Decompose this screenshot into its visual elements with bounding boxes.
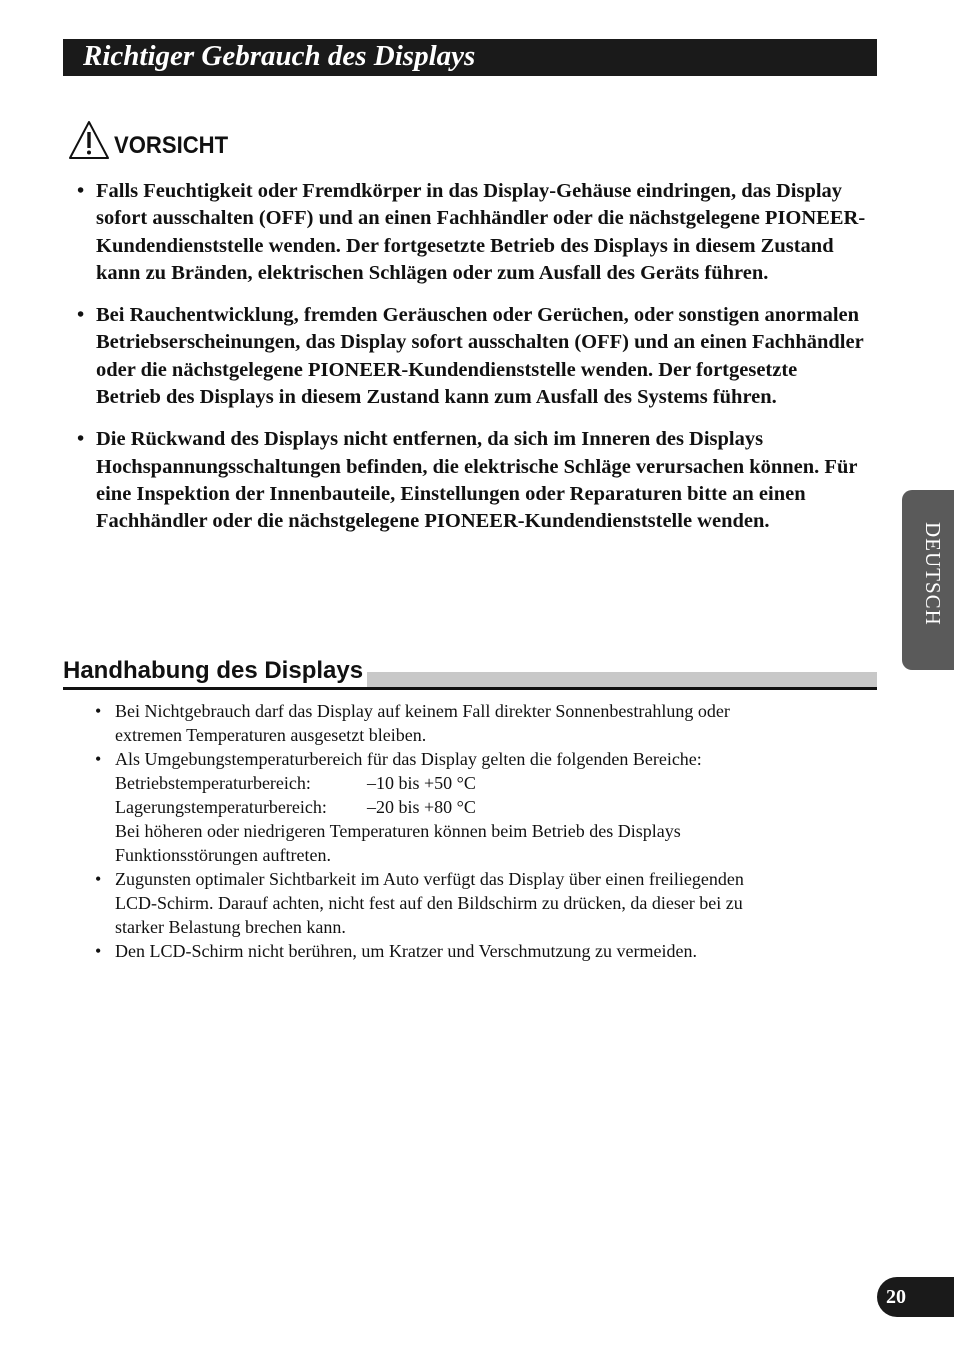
operating-temperature-label: Betriebstemperaturbereich: <box>115 773 311 793</box>
caution-label: VORSICHT <box>114 132 229 159</box>
warning-triangle-icon <box>68 120 110 160</box>
bullet-icon: • <box>95 869 102 889</box>
section-rule <box>63 687 877 690</box>
section-title: Handhabung des Displays <box>63 655 367 687</box>
bullet-icon: • <box>95 749 102 769</box>
text-line: starker Belastung brechen kann. <box>115 917 346 937</box>
bullet-icon: • <box>77 180 85 202</box>
caution-item-text: Bei Rauchentwicklung, fremden Geräuschen oder Gerüchen, oder sonstigen anormalen Betriebserscheinungen, das Display sofort ausschalten (OFF) und an einen Fachhändler oder die nächstgelegene PIONEER-Kundendienststelle wenden. Der fortgesetzte Betrieb des Displays in diesem Zustand kann zum Ausfall des Systems führen. <box>96 304 864 409</box>
list-item <box>77 426 867 535</box>
text-line: LCD-Schirm. Darauf achten, nicht fest auf den Bildschirm zu drücken, da dieser bei zu <box>115 893 743 913</box>
text-line: Den LCD-Schirm nicht berühren, um Kratzer und Verschmutzung zu vermeiden. <box>115 941 697 961</box>
text-line: extremen Temperaturen ausgesetzt bleiben. <box>115 725 427 745</box>
caution-item-text: Falls Feuchtigkeit oder Fremdkörper in das Display-Gehäuse eindringen, das Display sofort ausschalten (OFF) und an einen Fachhändler oder die nächstgelegene PIONEER-Kundendienststelle wenden. Der fortgesetzte Betrieb des Displays in diesem Zustand kann zu Bränden, elektrischen Schlägen oder zum Ausfall des Geräts führen. <box>96 180 866 284</box>
text-line: Als Umgebungstemperaturbereich für das Display gelten die folgenden Bereiche: <box>115 749 702 769</box>
section-heading <box>63 655 877 691</box>
list-item <box>95 747 845 867</box>
list-item <box>95 699 845 747</box>
text-line: Funktionsstörungen auftreten. <box>115 845 331 865</box>
list-item <box>95 939 845 963</box>
language-tab-label: DEUTSCH <box>921 522 945 626</box>
bullet-icon: • <box>95 941 102 961</box>
page-number-tab <box>877 1277 954 1317</box>
text-line: Bei höheren oder niedrigeren Temperaturen können beim Betrieb des Displays <box>115 821 681 841</box>
storage-temperature-label: Lagerungstemperaturbereich: <box>115 797 327 817</box>
storage-temperature-value: –20 bis +80 °C <box>367 797 476 817</box>
list-item <box>77 178 867 287</box>
caution-item-text: Die Rückwand des Displays nicht entfernen, da sich im Inneren des Displays Hochspannungsschaltungen befinden, die elektrische Schläge verursachen können. Für eine Inspektion der Innenbauteile, Einstellungen oder Reparaturen bitte an einen Fachhändler oder die nächstgelegene PIONEER-Kundendienststelle wenden. <box>96 428 858 533</box>
storage-temperature-row <box>115 795 845 819</box>
bullet-icon: • <box>77 428 85 451</box>
list-item <box>77 302 867 411</box>
bullet-icon: • <box>77 304 85 327</box>
caution-list <box>77 178 867 551</box>
page-number: 20 <box>886 1286 906 1308</box>
text-line: Bei Nichtgebrauch darf das Display auf keinem Fall direkter Sonnenbestrahlung oder <box>115 701 730 721</box>
page-title-bar <box>63 39 877 76</box>
operating-temperature-row <box>115 771 845 795</box>
bullet-icon: • <box>95 701 102 721</box>
operating-temperature-value: –10 bis +50 °C <box>367 773 476 793</box>
text-line: Zugunsten optimaler Sichtbarkeit im Auto verfügt das Display über einen freiliegenden <box>115 869 744 889</box>
language-tab <box>902 490 954 670</box>
handling-list <box>95 699 845 963</box>
list-item <box>95 867 845 939</box>
page-title: Richtiger Gebrauch des Displays <box>83 40 476 72</box>
